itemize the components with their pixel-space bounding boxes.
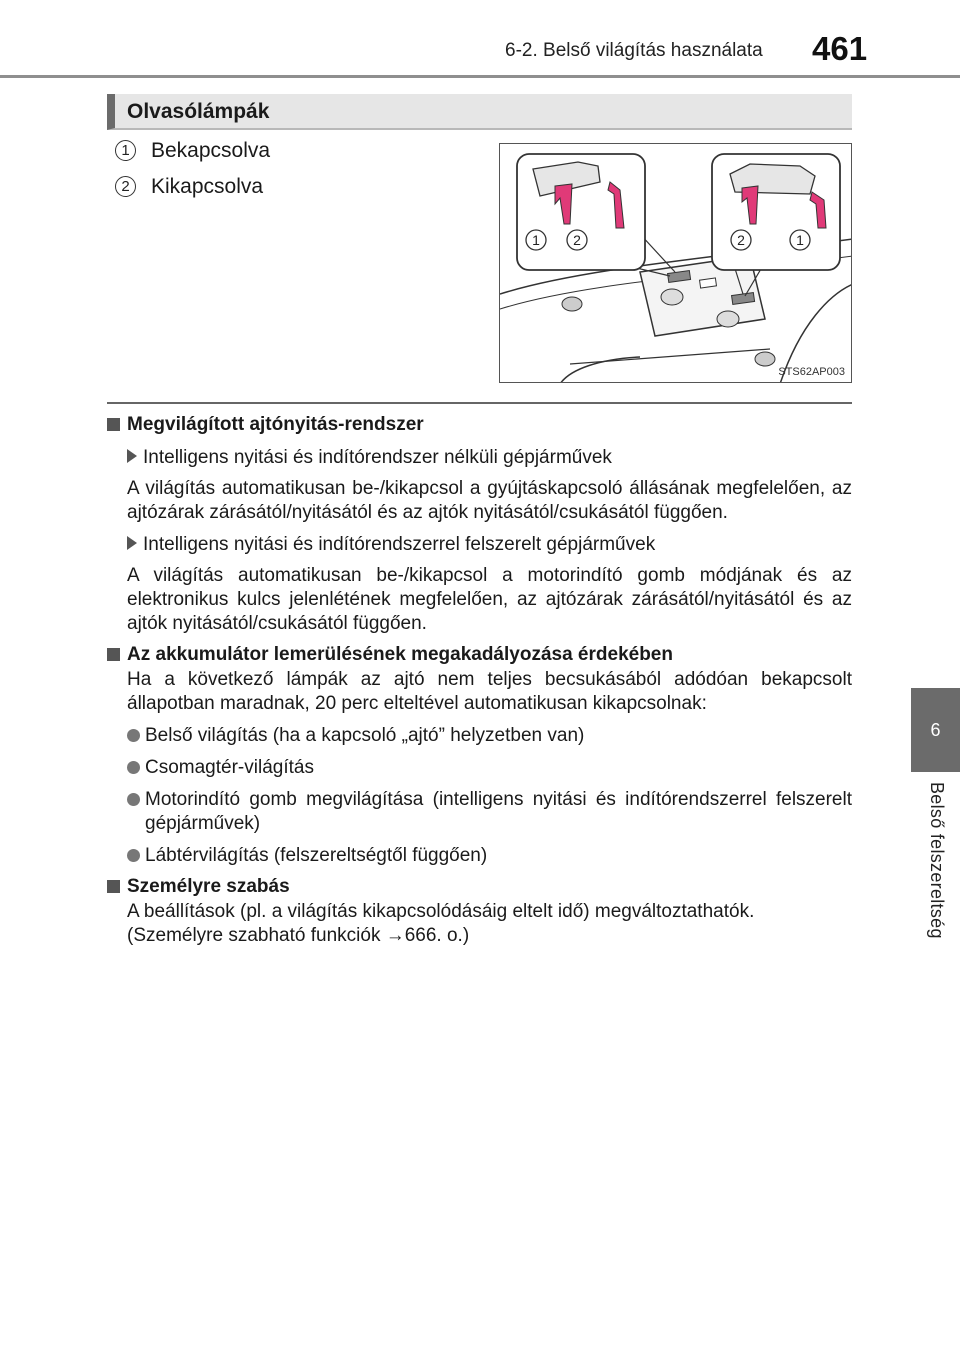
door-paragraph-1: A világítás automatikusan be-/kikapcsol a gyújtáskapcsoló állásának megfelelően, az ajtózárak zárásától/nyitásától és az ajtók nyitásától/csukásától függően. xyxy=(127,478,852,523)
reading-lamps-heading xyxy=(107,94,852,130)
item-number-badge: 2 xyxy=(115,176,136,197)
battery-intro: Ha a következő lámpák az ajtó nem teljes becsukásából adódóan bekapcsolt állapotban maradnak, 20 perc elteltével automatikusan kikapcsolnak: xyxy=(127,669,852,714)
reading-lamp-illustration xyxy=(499,143,852,383)
triangle-marker-icon xyxy=(127,449,137,463)
custom-line-1: A beállítások (pl. a világítás kikapcsolódásáig eltelt idő) megváltoztathatók. xyxy=(127,901,755,922)
callout-number-2: 2 xyxy=(737,232,745,248)
list-item: Belső világítás (ha a kapcsoló „ajtó” helyzetben van) xyxy=(107,724,852,748)
custom-line-2: (Személyre szabható funkciók →666. o.) xyxy=(127,925,470,946)
reading-lamps-heading-text: Olvasólámpák xyxy=(127,100,270,123)
illustration-code: STS62AP003 xyxy=(778,366,845,378)
overhead-console-drawing xyxy=(500,144,852,383)
bullet-dot-icon xyxy=(127,761,140,774)
right-lamp-callout xyxy=(712,154,840,270)
item-number-badge: 1 xyxy=(115,140,136,161)
bullet-dot-icon xyxy=(127,849,140,862)
page-number: 461 xyxy=(812,30,868,67)
callout-number-1: 1 xyxy=(796,232,804,248)
callout-number-1: 1 xyxy=(532,232,540,248)
door-paragraph-2: A világítás automatikusan be-/kikapcsol a motorindító gomb módjának és az elektronikus kulcs jelenlétének megfelelően, az ajtózárak zárásától/nyitásától és az ajtók nyitásától/csukásától függően. xyxy=(127,565,852,634)
list-item: Motorindító gomb megvilágítása (intelligens nyitási és indítórendszerrel felszerelt gépjárművek) xyxy=(107,788,852,836)
custom-section-title: Személyre szabás xyxy=(107,873,852,900)
square-marker-icon xyxy=(107,418,120,431)
callout-number-2: 2 xyxy=(573,232,581,248)
list-item: Csomagtér-világítás xyxy=(107,756,852,780)
bullet-dot-icon xyxy=(127,793,140,806)
bullet-dot-icon xyxy=(127,729,140,742)
chapter-tab xyxy=(911,688,960,772)
header-rule xyxy=(0,75,960,78)
square-marker-icon xyxy=(107,880,120,893)
door-section-title: Megvilágított ajtónyitás-rendszer xyxy=(107,411,852,438)
battery-section-title: Az akkumulátor lemerülésének megakadályozása érdekében xyxy=(107,641,852,668)
section-divider xyxy=(107,402,852,404)
list-item: Lábtérvilágítás (felszereltségtől függően) xyxy=(107,844,852,868)
left-lamp-callout xyxy=(517,154,645,270)
chapter-side-label: Belső felszereltség xyxy=(927,782,947,939)
lamp-state-off-label: Kikapcsolva xyxy=(151,175,264,198)
lamp-state-on-label: Bekapcsolva xyxy=(151,139,271,162)
header-section-title: 6-2. Belső világítás használata xyxy=(505,40,763,61)
door-subsection-2: Intelligens nyitási és indítórendszerrel felszerelt gépjárművek xyxy=(107,531,852,558)
square-marker-icon xyxy=(107,648,120,661)
door-subsection-1: Intelligens nyitási és indítórendszer nélküli gépjárművek xyxy=(107,444,852,471)
triangle-marker-icon xyxy=(127,536,137,550)
chapter-number: 6 xyxy=(930,719,941,740)
main-content xyxy=(107,410,852,948)
